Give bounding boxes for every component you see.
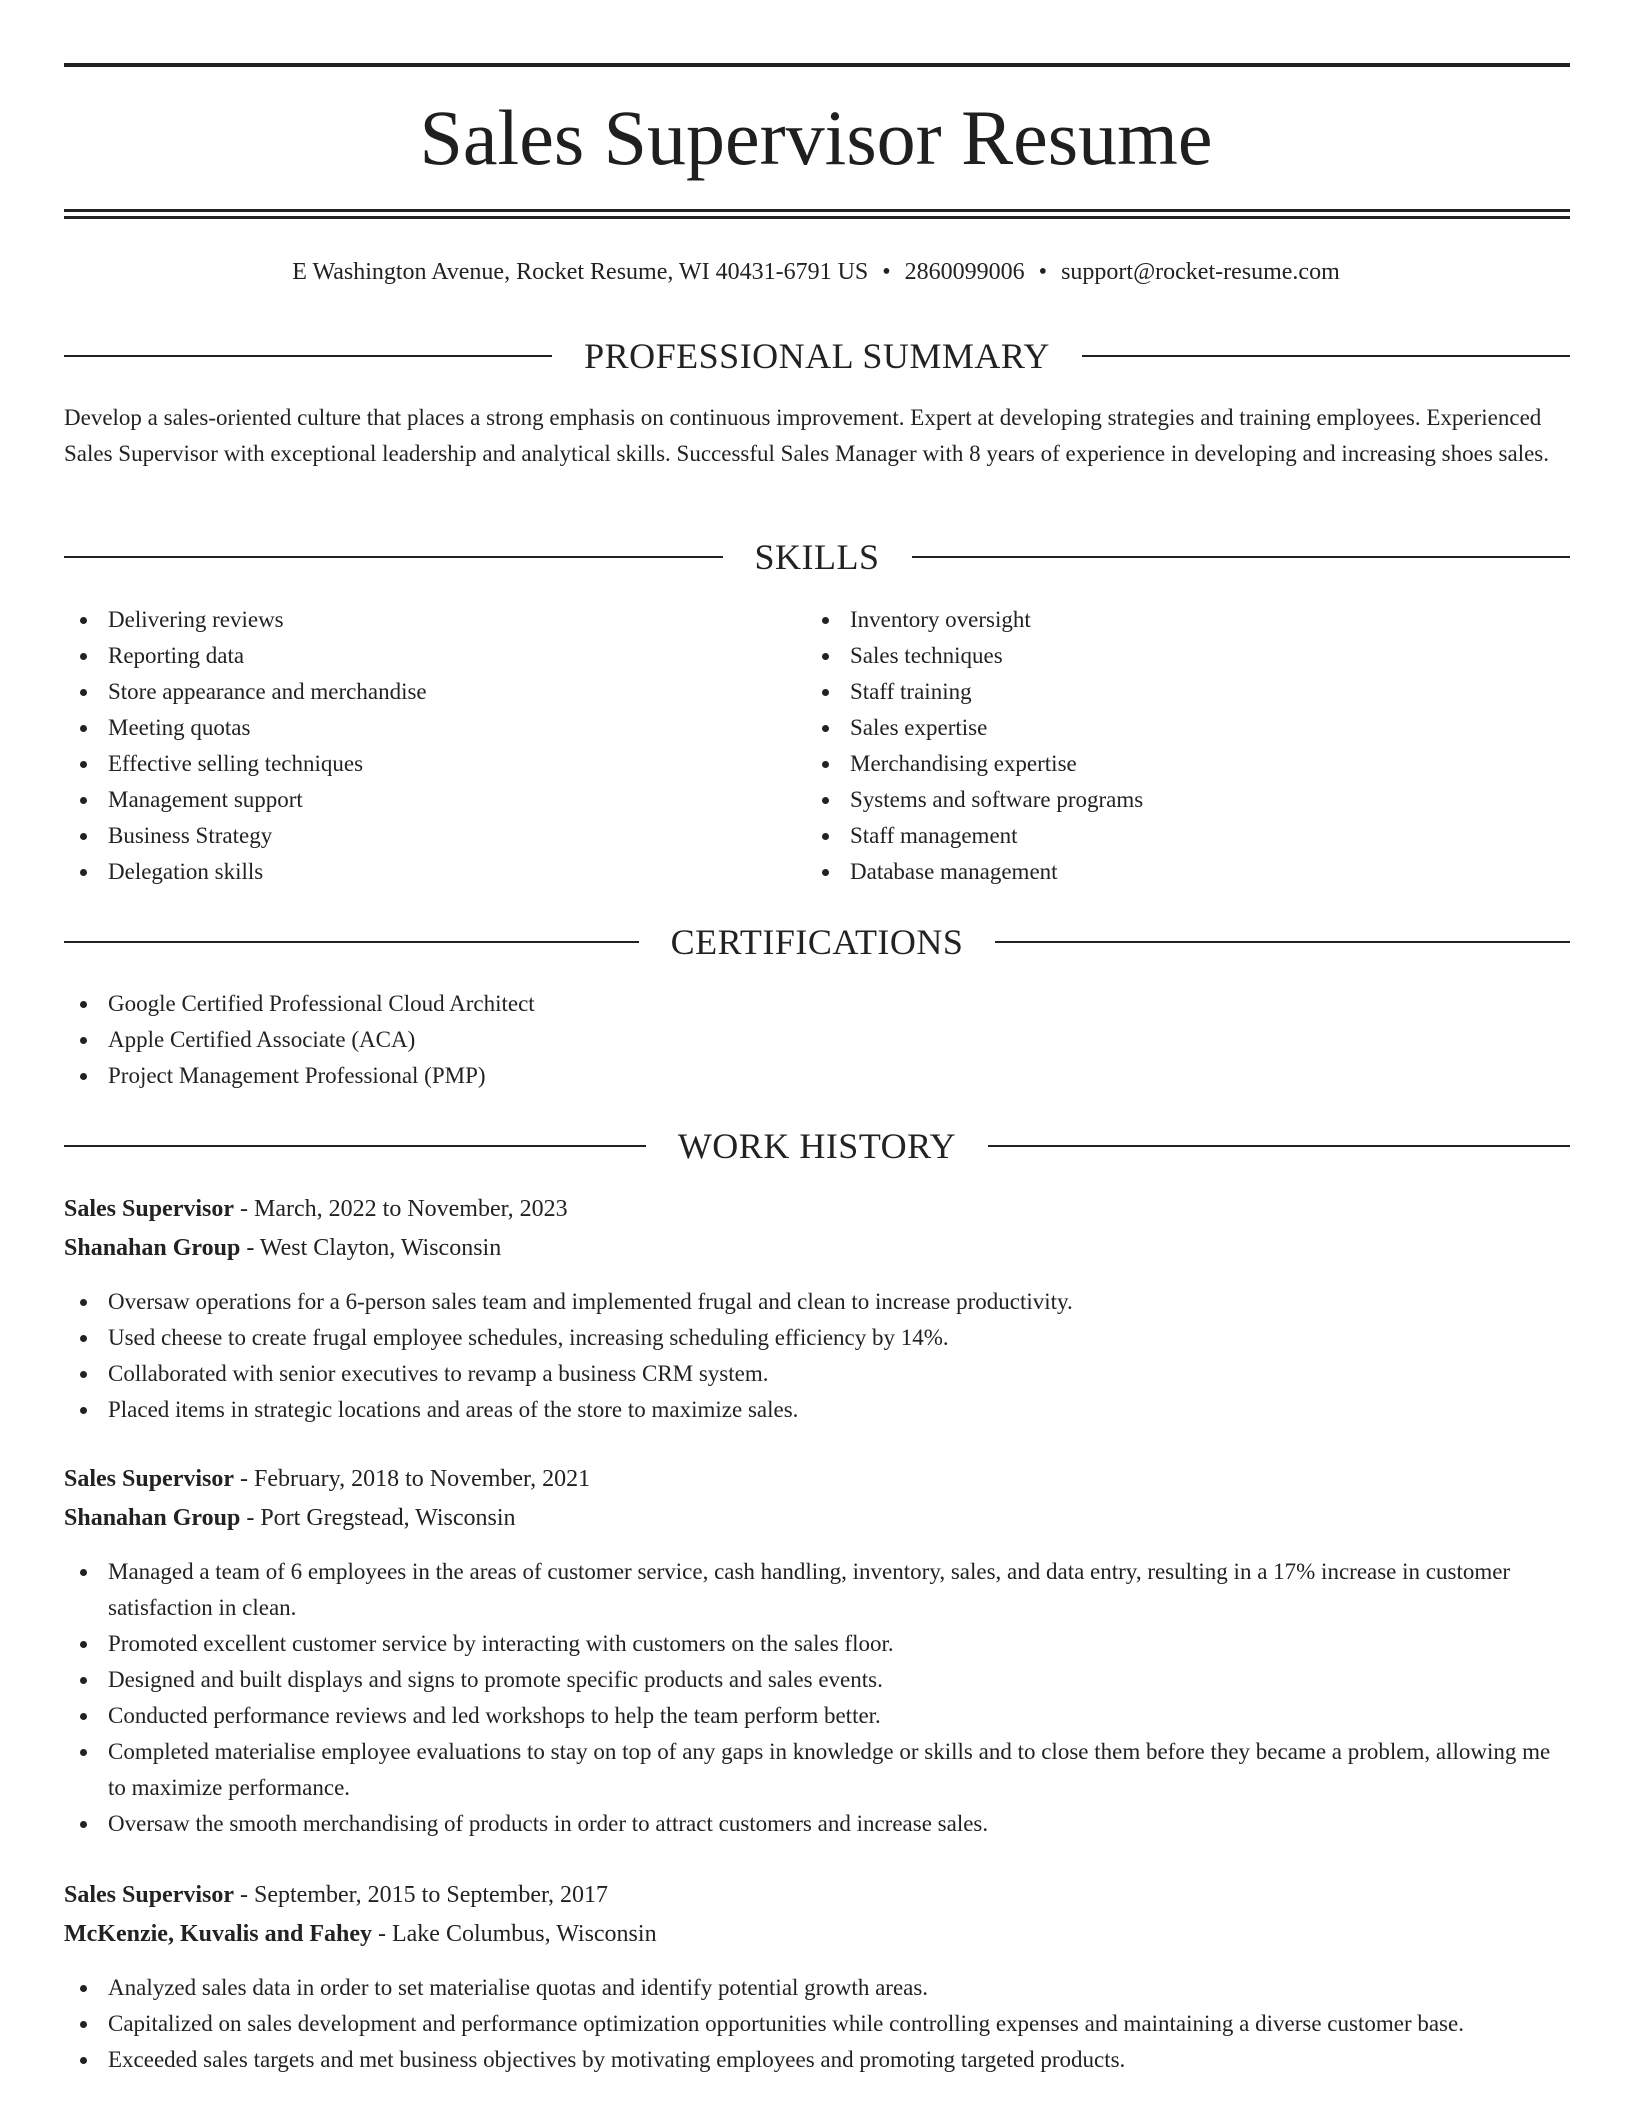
job-bullets: [64, 1284, 1570, 1428]
heading-rule-left: [64, 556, 723, 558]
job-company-line: [64, 1915, 1570, 1953]
contact-address: E Washington Avenue, Rocket Resume, WI 40431-6791 US: [292, 259, 869, 285]
job-dates: - September, 2015 to September, 2017: [234, 1882, 609, 1908]
top-rule: [64, 63, 1570, 67]
heading-rule-right: [995, 941, 1570, 943]
heading-rule-right: [988, 1145, 1570, 1147]
job-title-line: [64, 1460, 1570, 1498]
list-item: Management support: [64, 782, 764, 818]
list-item: Project Management Professional (PMP): [64, 1058, 1564, 1094]
work-history-heading: [64, 1124, 1570, 1168]
list-item: Analyzed sales data in order to set materialise quotas and identify potential growth areas.: [64, 1970, 1570, 2006]
contact-separator: •: [882, 259, 891, 285]
heading-rule-right: [912, 556, 1571, 558]
summary-text: Develop a sales-oriented culture that places a strong emphasis on continuous improvement. Expert at developing strategies and training employees. Experienced Sales Supervisor with exceptional leadership and analytical skills. Successful Sales Manager with 8 years of experience in developing and increasing shoes sales.: [64, 405, 1549, 466]
list-item: Delegation skills: [64, 854, 764, 890]
job-title: Sales Supervisor: [64, 1466, 235, 1492]
job-company: McKenzie, Kuvalis and Fahey: [64, 1921, 372, 1947]
certifications-heading: [64, 920, 1570, 964]
title-rule-lower: [64, 216, 1570, 219]
work-history-heading-label: WORK HISTORY: [677, 1126, 957, 1166]
list-item: Database management: [806, 854, 1566, 890]
list-item: Business Strategy: [64, 818, 764, 854]
heading-rule-right: [1082, 355, 1570, 357]
job-bullets: [64, 1554, 1570, 1842]
summary-heading: [64, 334, 1570, 378]
list-item: Staff management: [806, 818, 1566, 854]
job-title-line: [64, 1190, 1570, 1228]
list-item: Collaborated with senior executives to revamp a business CRM system.: [64, 1356, 1570, 1392]
contact-email: support@rocket-resume.com: [1061, 259, 1340, 285]
skills-heading-label: SKILLS: [754, 537, 880, 577]
job-company-line: [64, 1499, 1570, 1537]
job-title-line: [64, 1876, 1570, 1914]
job-title: Sales Supervisor: [64, 1196, 235, 1222]
job-location: - Lake Columbus, Wisconsin: [372, 1921, 657, 1947]
list-item: Effective selling techniques: [64, 746, 764, 782]
list-item: Capitalized on sales development and performance optimization opportunities while controlling expenses and maintaining a diverse customer base.: [64, 2006, 1570, 2042]
list-item: Store appearance and merchandise: [64, 674, 764, 710]
list-item: Exceeded sales targets and met business objectives by motivating employees and promoting targeted products.: [64, 2042, 1570, 2078]
job-location: - West Clayton, Wisconsin: [240, 1235, 502, 1261]
list-item: Oversaw the smooth merchandising of products in order to attract customers and increase sales.: [64, 1806, 1570, 1842]
list-item: Reporting data: [64, 638, 764, 674]
list-item: Merchandising expertise: [806, 746, 1566, 782]
list-item: Apple Certified Associate (ACA): [64, 1022, 1564, 1058]
job-dates: - March, 2022 to November, 2023: [234, 1196, 568, 1222]
job-dates: - February, 2018 to November, 2021: [234, 1466, 591, 1492]
skills-heading: [64, 535, 1570, 579]
heading-rule-left: [64, 1145, 646, 1147]
list-item: Sales expertise: [806, 710, 1566, 746]
contact-line: [0, 257, 1632, 287]
contact-separator: •: [1038, 259, 1048, 285]
page-title: Sales Supervisor Resume: [419, 94, 1213, 181]
job-company-line: [64, 1229, 1570, 1267]
heading-rule-left: [64, 355, 552, 357]
list-item: Used cheese to create frugal employee schedules, increasing scheduling efficiency by 14%.: [64, 1320, 1570, 1356]
list-item: Placed items in strategic locations and areas of the store to maximize sales.: [64, 1392, 1570, 1428]
list-item: Promoted excellent customer service by interacting with customers on the sales floor.: [64, 1626, 1570, 1662]
title-rule-upper: [64, 209, 1570, 212]
job-location: - Port Gregstead, Wisconsin: [240, 1505, 516, 1531]
heading-rule-left: [64, 941, 639, 943]
list-item: Managed a team of 6 employees in the areas of customer service, cash handling, inventory, sales, and data entry, resulting in a 17% increase in customer satisfaction in clean.: [64, 1554, 1570, 1626]
certifications-list: [64, 986, 1564, 1094]
skills-list-right: [806, 602, 1566, 890]
list-item: Meeting quotas: [64, 710, 764, 746]
list-item: Delivering reviews: [64, 602, 764, 638]
list-item: Google Certified Professional Cloud Architect: [64, 986, 1564, 1022]
list-item: Designed and built displays and signs to promote specific products and sales events.: [64, 1662, 1570, 1698]
job-bullets: [64, 1970, 1570, 2078]
certifications-heading-label: CERTIFICATIONS: [670, 922, 964, 962]
job-title: Sales Supervisor: [64, 1882, 235, 1908]
contact-phone: 2860099006: [904, 259, 1025, 285]
summary-heading-label: PROFESSIONAL SUMMARY: [584, 336, 1050, 376]
list-item: Completed materialise employee evaluations to stay on top of any gaps in knowledge or skills and to close them before they became a problem, allowing me to maximize performance.: [64, 1734, 1570, 1806]
list-item: Inventory oversight: [806, 602, 1566, 638]
list-item: Sales techniques: [806, 638, 1566, 674]
job-company: Shanahan Group: [64, 1505, 241, 1531]
job-company: Shanahan Group: [64, 1235, 241, 1261]
list-item: Systems and software programs: [806, 782, 1566, 818]
list-item: Staff training: [806, 674, 1566, 710]
list-item: Conducted performance reviews and led workshops to help the team perform better.: [64, 1698, 1570, 1734]
list-item: Oversaw operations for a 6-person sales team and implemented frugal and clean to increase productivity.: [64, 1284, 1570, 1320]
skills-list-left: [64, 602, 764, 890]
